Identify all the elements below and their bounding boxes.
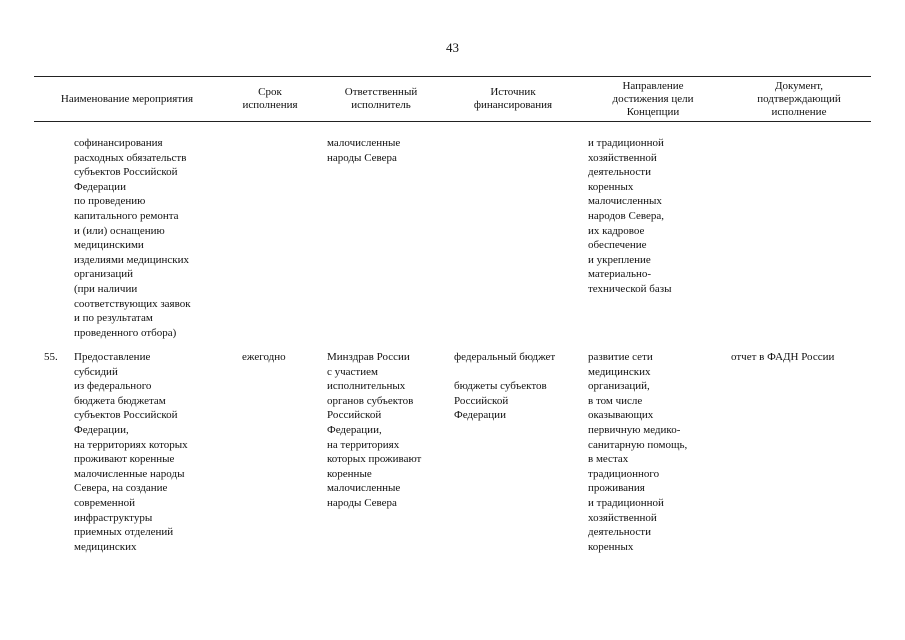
row-document: отчет в ФАДН России bbox=[731, 351, 835, 363]
column-header-term: Срок исполнения bbox=[242, 86, 298, 111]
row-executor: малочисленные народы Севера bbox=[327, 137, 401, 164]
column-header-direction: Направление достижения цели Концепции bbox=[612, 80, 694, 118]
row-direction: и традиционной хозяйственной деятельности коренных малочисленных народов Севера, их кадровое обеспечение и укрепление материально- технической базы bbox=[588, 137, 672, 295]
table-top-rule bbox=[34, 76, 871, 77]
column-header-name: Наименование мероприятия bbox=[60, 92, 194, 105]
row-executor: Минздрав России с участием исполнительных органов субъектов Российской Федерации, на территориях которых проживают коренные малочисленные народы Севера bbox=[327, 351, 422, 509]
row-name: Предоставление субсидий из федерального бюджета бюджетам субъектов Российской Федерации, на территориях которых проживают коренные малочисленные народы Севера, на создание современной инфраструктуры приемных отделений медицинских bbox=[74, 351, 188, 553]
table-header-rule bbox=[34, 121, 871, 122]
row-source: федеральный бюджет бюджеты субъектов Российской Федерации bbox=[454, 351, 556, 422]
row-term: ежегодно bbox=[242, 351, 286, 363]
page-number: 43 bbox=[446, 40, 459, 55]
column-header-executor: Ответственный исполнитель bbox=[344, 86, 418, 111]
row-name: софинансирования расходных обязательств субъектов Российской Федерации по проведению капитального ремонта и (или) оснащению медицинскими изделиями медицинских организаций (при наличии соответствующих заявок и по результатам проведенного отбора) bbox=[74, 137, 191, 339]
row-direction: развитие сети медицинских организаций, в том числе оказывающих первичную медико- санитарную помощь, в местах традиционного проживания и традиционной хозяйственной деятельности коренных bbox=[588, 351, 688, 553]
column-header-document: Документ, подтверждающий исполнение bbox=[757, 80, 841, 118]
row-number: 55. bbox=[44, 351, 58, 363]
column-header-source: Источник финансирования bbox=[473, 86, 553, 111]
